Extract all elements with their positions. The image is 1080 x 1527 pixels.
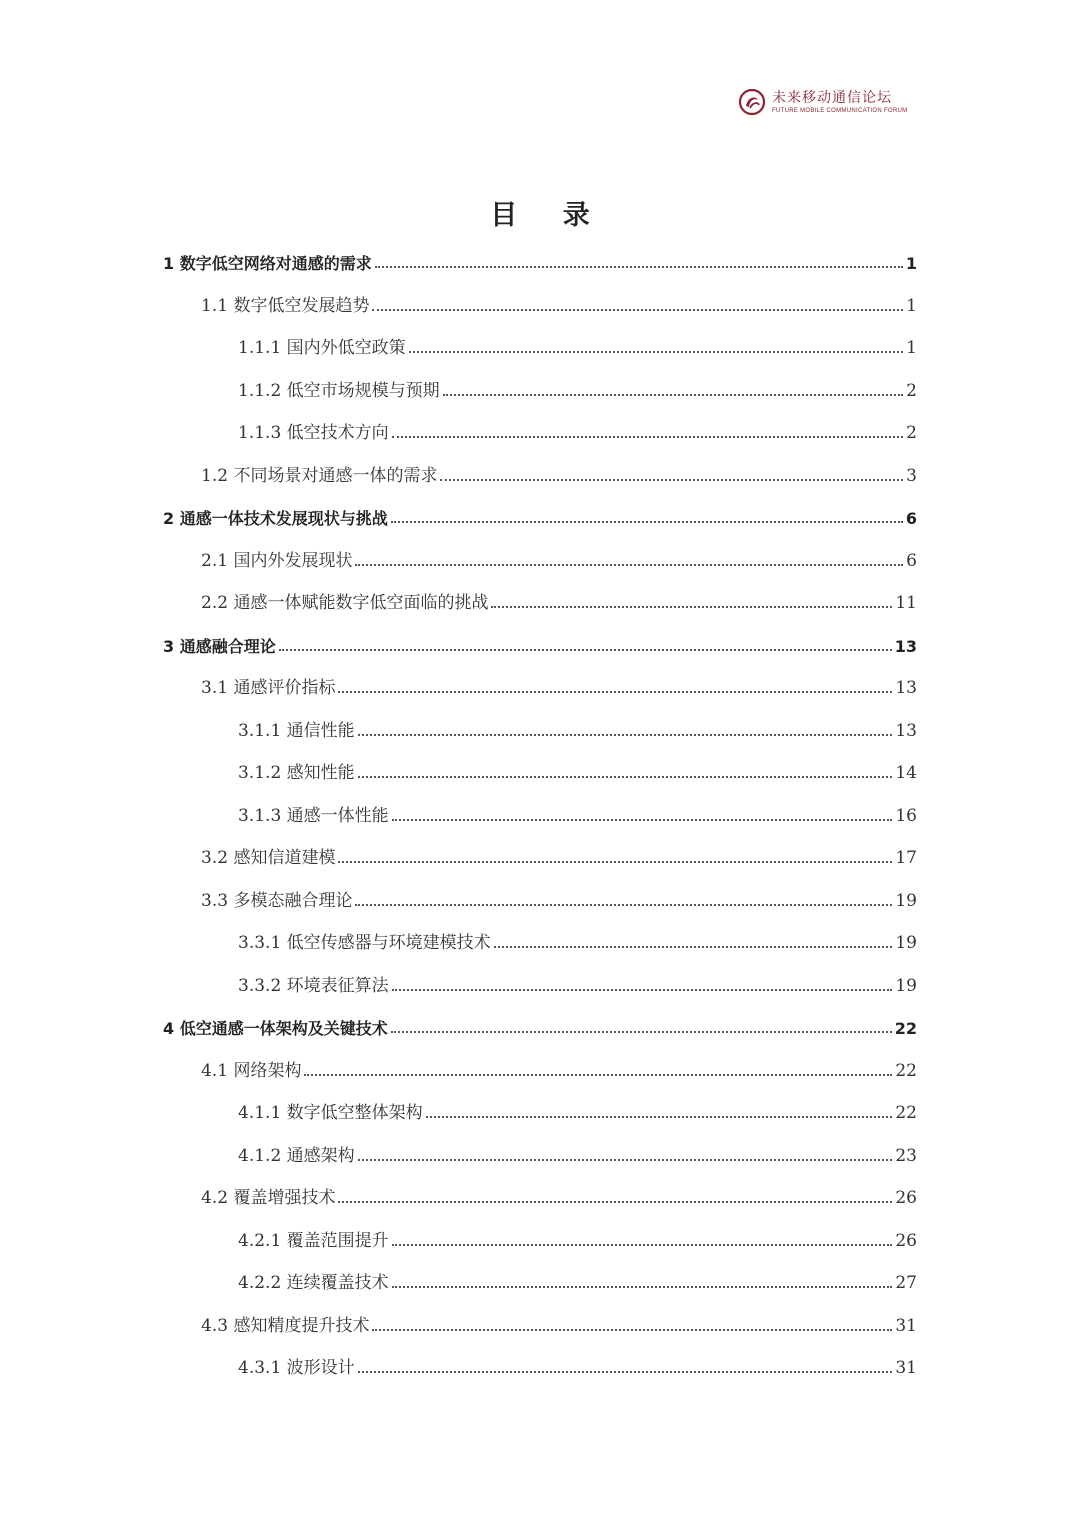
toc-entry[interactable]	[238, 965, 917, 995]
toc-dot-leader	[355, 564, 903, 566]
toc-entry[interactable]	[238, 370, 917, 400]
toc-entry-label: 4.2 覆盖增强技术	[201, 1188, 336, 1208]
toc-entry[interactable]	[163, 625, 917, 655]
toc-dot-leader	[391, 1031, 892, 1033]
toc-entry[interactable]	[238, 922, 917, 952]
toc-entry-label: 4.2.2 连续覆盖技术	[238, 1273, 389, 1293]
toc-dot-leader	[392, 1286, 893, 1288]
toc-entry-page-number: 26	[895, 1188, 917, 1208]
toc-entry[interactable]	[201, 667, 917, 697]
toc-entry-label: 4.3 感知精度提升技术	[201, 1315, 370, 1336]
toc-entry-label: 3.3.1 低空传感器与环境建模技术	[238, 933, 491, 953]
toc-entry[interactable]	[238, 710, 917, 740]
toc-dot-leader	[358, 1371, 893, 1373]
toc-entry[interactable]	[238, 1220, 917, 1250]
toc-dot-leader	[338, 1201, 892, 1203]
toc-entry-label: 4.3.1 波形设计	[238, 1358, 355, 1378]
toc-entry-page-number: 3	[906, 465, 917, 486]
toc-entry[interactable]	[163, 242, 917, 272]
toc-entry[interactable]	[201, 837, 917, 867]
toc-entry-label: 3.1.3 通感一体性能	[238, 805, 389, 826]
toc-entry-label: 3.2 感知信道建模	[201, 848, 336, 868]
toc-dot-leader	[443, 394, 904, 396]
toc-entry[interactable]	[163, 497, 917, 527]
toc-entry[interactable]	[238, 1135, 917, 1165]
toc-dot-leader	[372, 1329, 892, 1331]
toc-dot-leader	[440, 479, 903, 481]
toc-entry-page-number: 2	[906, 380, 917, 401]
toc-dot-leader	[491, 606, 892, 608]
toc-entry-page-number: 11	[895, 593, 917, 613]
toc-entry-page-number: 1	[905, 254, 917, 273]
toc-entry-page-number: 26	[895, 1230, 917, 1251]
toc-entry-page-number: 1	[906, 295, 917, 316]
toc-dot-leader	[426, 1116, 893, 1118]
toc-entry-page-number: 23	[895, 1145, 917, 1166]
toc-entry-label: 1.1.2 低空市场规模与预期	[238, 380, 440, 401]
toc-entry-label: 1.2 不同场景对通感一体的需求	[201, 465, 438, 486]
toc-entry[interactable]	[238, 1262, 917, 1292]
toc-entry-page-number: 6	[905, 509, 917, 528]
toc-entry-page-number: 22	[895, 1060, 917, 1081]
toc-entry-label: 1 数字低空网络对通感的需求	[163, 254, 372, 273]
toc-dot-leader	[392, 1244, 893, 1246]
toc-dot-leader	[494, 946, 893, 948]
toc-dot-leader	[338, 691, 892, 693]
toc-dot-leader	[279, 649, 892, 651]
toc-entry-label: 4.1 网络架构	[201, 1060, 302, 1081]
toc-entry-page-number: 19	[895, 890, 917, 911]
toc-entry-page-number: 2	[906, 423, 917, 443]
toc-entry-label: 4 低空通感一体架构及关键技术	[163, 1019, 388, 1038]
toc-entry[interactable]	[238, 1092, 917, 1122]
toc-entry-page-number: 19	[895, 975, 917, 996]
toc-dot-leader	[358, 1159, 893, 1161]
toc-dot-leader	[375, 266, 903, 268]
toc-entry-page-number: 6	[906, 550, 917, 571]
toc-entry[interactable]	[163, 1007, 917, 1037]
toc-dot-leader	[338, 861, 892, 863]
toc-entry[interactable]	[238, 752, 917, 782]
toc-entry[interactable]	[201, 880, 917, 910]
toc-entry[interactable]	[201, 582, 917, 612]
toc-entry-label: 3.3 多模态融合理论	[201, 890, 353, 911]
page-title: 目 录	[490, 200, 608, 231]
toc-entry-label: 3.1.2 感知性能	[238, 763, 355, 783]
toc-entry[interactable]	[238, 327, 917, 357]
toc-entry-page-number: 14	[895, 763, 917, 783]
toc-entry-page-number: 1	[906, 338, 917, 358]
toc-entry[interactable]	[201, 1177, 917, 1207]
toc-entry-page-number: 17	[895, 848, 917, 868]
toc-dot-leader	[392, 436, 904, 438]
toc-entry-label: 4.1.2 通感架构	[238, 1145, 355, 1166]
toc-entry[interactable]	[201, 455, 917, 485]
toc-entry-label: 1.1.3 低空技术方向	[238, 423, 389, 443]
toc-entry-page-number: 13	[895, 678, 917, 698]
toc-entry-label: 2.1 国内外发展现状	[201, 550, 353, 571]
toc-entry-page-number: 31	[895, 1358, 917, 1378]
toc-entry-label: 3.3.2 环境表征算法	[238, 975, 389, 996]
toc-dot-leader	[372, 309, 903, 311]
header-logo	[738, 88, 907, 116]
toc-entry-label: 3.1.1 通信性能	[238, 720, 355, 741]
forum-logo-icon	[738, 88, 766, 116]
toc-entry[interactable]	[201, 285, 917, 315]
toc-entry[interactable]	[201, 1050, 917, 1080]
toc-entry-page-number: 22	[895, 1103, 917, 1123]
toc-entry[interactable]	[238, 1347, 917, 1377]
toc-dot-leader	[358, 734, 893, 736]
toc-entry[interactable]	[201, 1305, 917, 1335]
toc-entry-page-number: 16	[895, 805, 917, 826]
toc-entry-page-number: 27	[895, 1273, 917, 1293]
toc-entry-label: 2 通感一体技术发展现状与挑战	[163, 509, 388, 528]
toc-entry-label: 3.1 通感评价指标	[201, 678, 336, 698]
org-name-en: FUTURE MOBILE COMMUNICATION FORUM	[772, 107, 908, 114]
toc-entry-page-number: 19	[895, 933, 917, 953]
org-name-cn: 未来移动通信论坛	[772, 89, 892, 106]
toc-entry[interactable]	[238, 795, 917, 825]
toc-dot-leader	[304, 1074, 892, 1076]
toc-entry[interactable]	[238, 412, 917, 442]
toc-entry[interactable]	[201, 540, 917, 570]
toc-entry-label: 3 通感融合理论	[163, 636, 276, 656]
toc-entry-label: 4.2.1 覆盖范围提升	[238, 1230, 389, 1251]
toc-dot-leader	[409, 351, 904, 353]
toc-entry-page-number: 13	[894, 636, 917, 656]
toc-entry-label: 4.1.1 数字低空整体架构	[238, 1103, 423, 1123]
toc-dot-leader	[392, 819, 893, 821]
toc-dot-leader	[358, 776, 893, 778]
toc-dot-leader	[392, 989, 893, 991]
toc-entry-label: 1.1.1 国内外低空政策	[238, 338, 406, 358]
toc-entry-label: 2.2 通感一体赋能数字低空面临的挑战	[201, 593, 489, 613]
toc-dot-leader	[391, 521, 903, 523]
toc-entry-label: 1.1 数字低空发展趋势	[201, 295, 370, 316]
toc-entry-page-number: 13	[895, 720, 917, 741]
toc-entry-page-number: 31	[895, 1315, 917, 1336]
toc-entry-page-number: 22	[894, 1019, 917, 1038]
toc-dot-leader	[355, 904, 892, 906]
